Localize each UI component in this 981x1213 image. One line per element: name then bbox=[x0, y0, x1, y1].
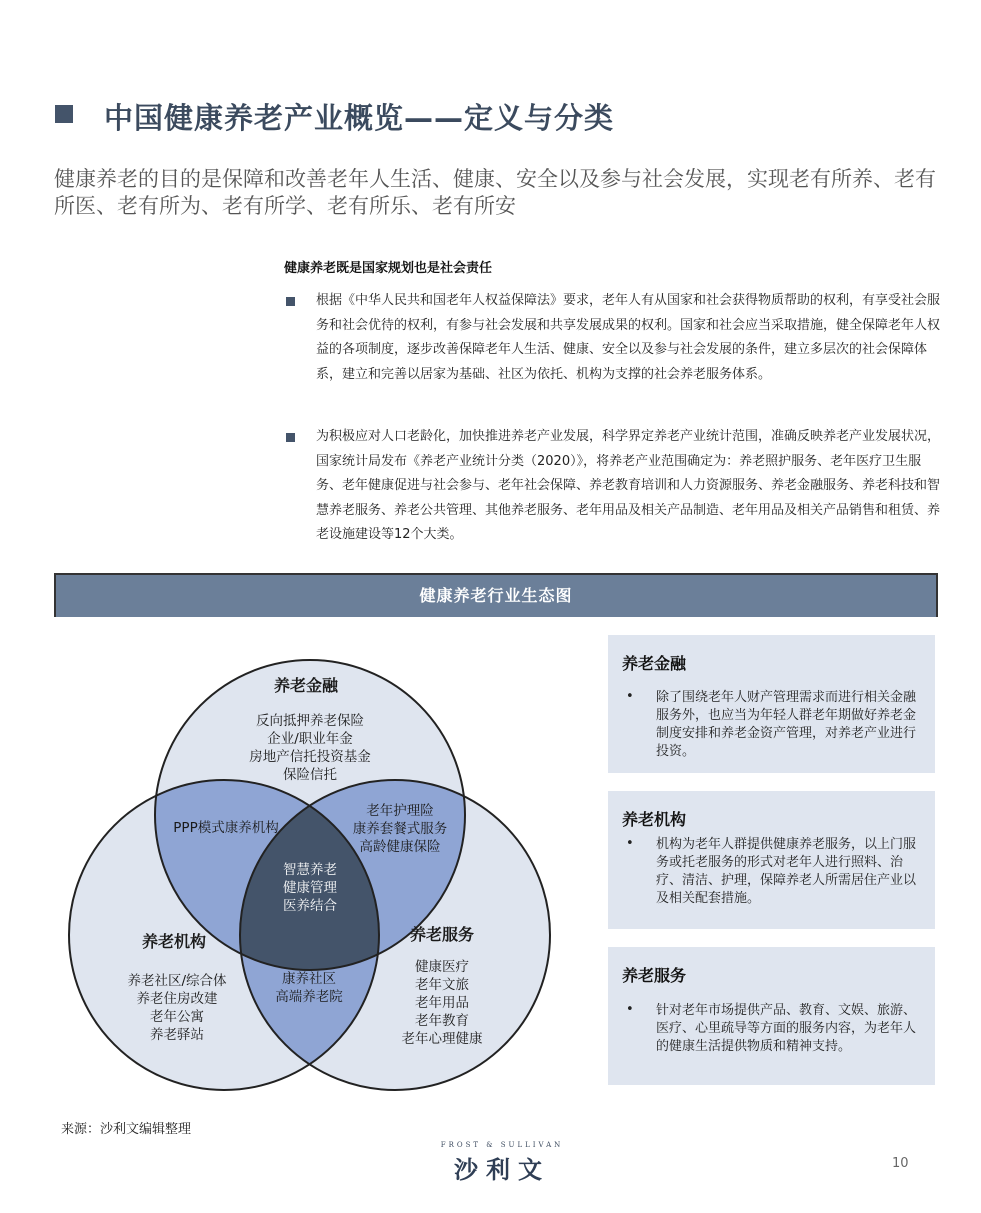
ecosystem-banner-label: 健康养老行业生态图 bbox=[419, 586, 573, 605]
institution-service-item: 高端养老院 bbox=[275, 989, 343, 1005]
frost-sullivan-logo bbox=[432, 1141, 572, 1185]
card-title: 养老服务 bbox=[622, 966, 687, 985]
paragraph-statistics: 为积极应对人口老龄化，加快推进养老产业发展，科学界定养老产业统计范围，准确反映养老产业发展状况，国家统计局发布《养老产业统计分类（2020）》，将养老产业范围确定为：养老照护服务、老年医疗卫生服务、老年健康促进与社会参与、老年社会保障、养老教育培训和人力资源服务、养老金融服务、养老科技和智慧养老服务、养老公共管理、其他养老服务、老年用品及相关产品制造、老年用品及相关产品销售和租赁、养老设施建设等12个大类。 bbox=[316, 429, 941, 542]
card-title: 养老金融 bbox=[622, 654, 687, 673]
service-title: 养老服务 bbox=[409, 925, 475, 944]
square-bullet-icon bbox=[286, 297, 295, 306]
card-text: 除了围绕老年人财产管理需求而进行相关金融服务外，也应当为年轻人群老年期做好养老金制度安排和养老金资产管理，对养老产业进行投资。 bbox=[656, 690, 917, 759]
card-finance bbox=[608, 635, 935, 773]
card-institution bbox=[608, 791, 935, 929]
page-subtitle: 健康养老的目的是保障和改善老年人生活、健康、安全以及参与社会发展，实现老有所养、老有所医、老有所为、老有所学、老有所乐、老有所安 bbox=[54, 167, 936, 218]
institution-item: 老年公寓 bbox=[150, 1009, 204, 1025]
finance-institution-item: PPP模式康养机构 bbox=[173, 820, 279, 836]
page-title: 中国健康养老产业概览——定义与分类 bbox=[104, 101, 615, 135]
finance-item: 房地产信托投资基金 bbox=[249, 749, 371, 765]
finance-service-item: 高龄健康保险 bbox=[359, 839, 441, 855]
finance-service-item: 康养套餐式服务 bbox=[352, 821, 448, 837]
institution-item: 养老社区/综合体 bbox=[127, 973, 227, 989]
service-item: 健康医疗 bbox=[415, 959, 469, 975]
institution-service-item: 康养社区 bbox=[282, 971, 336, 987]
service-item: 老年教育 bbox=[415, 1013, 469, 1029]
service-item: 老年心理健康 bbox=[401, 1031, 483, 1047]
source-note: 来源：沙利文编辑整理 bbox=[61, 1122, 192, 1137]
bullet-dot-icon: • bbox=[626, 689, 634, 704]
page-number: 10 bbox=[892, 1156, 909, 1171]
card-text: 机构为老年人群提供健康养老服务，以上门服务或托老服务的形式对老年人进行照料、治疗、清洁、护理，保障养老人所需居住产业以及相关配套措施。 bbox=[656, 837, 917, 906]
service-item: 老年用品 bbox=[415, 995, 469, 1011]
card-text: 针对老年市场提供产品、教育、文娱、旅游、医疗、心里疏导等方面的服务内容，为老年人的健康生活提供物质和精神支持。 bbox=[656, 1003, 917, 1054]
venn-diagram bbox=[54, 615, 574, 1095]
ecosystem-banner bbox=[54, 573, 938, 617]
finance-title: 养老金融 bbox=[273, 676, 339, 695]
square-bullet-icon bbox=[286, 433, 295, 442]
institution-item: 养老住房改建 bbox=[136, 991, 218, 1007]
center-item: 医养结合 bbox=[283, 898, 337, 914]
bullet-dot-icon: • bbox=[626, 836, 634, 851]
finance-service-item: 老年护理险 bbox=[366, 803, 434, 819]
center-item: 健康管理 bbox=[283, 880, 337, 896]
title-bullet-icon bbox=[55, 105, 73, 123]
center-item: 智慧养老 bbox=[283, 862, 337, 878]
bullet-dot-icon: • bbox=[626, 1002, 634, 1017]
finance-item: 反向抵押养老保险 bbox=[256, 713, 364, 729]
section-heading: 健康养老既是国家规划也是社会责任 bbox=[284, 261, 493, 276]
card-title: 养老机构 bbox=[622, 810, 687, 829]
finance-item: 企业/职业年金 bbox=[267, 731, 353, 747]
paragraph-law: 根据《中华人民共和国老年人权益保障法》要求，老年人有从国家和社会获得物质帮助的权利，有享受社会服务和社会优待的权利，有参与社会发展和共享发展成果的权利。国家和社会应当采取措施，健全保障老年人权益的各项制度，逐步改善保障老年人生活、健康、安全以及参与社会发展的条件，建立多层次的社会保障体系，建立和完善以居家为基础、社区为依托、机构为支撑的社会养老服务体系。 bbox=[316, 293, 941, 382]
logo-english: FROST & SULLIVAN bbox=[440, 1141, 564, 1149]
finance-item: 保险信托 bbox=[283, 767, 337, 783]
logo-chinese: 沙利文 bbox=[454, 1156, 550, 1184]
card-service bbox=[608, 947, 935, 1085]
service-item: 老年文旅 bbox=[415, 977, 469, 993]
institution-item: 养老驿站 bbox=[150, 1027, 204, 1043]
institution-title: 养老机构 bbox=[141, 932, 207, 951]
